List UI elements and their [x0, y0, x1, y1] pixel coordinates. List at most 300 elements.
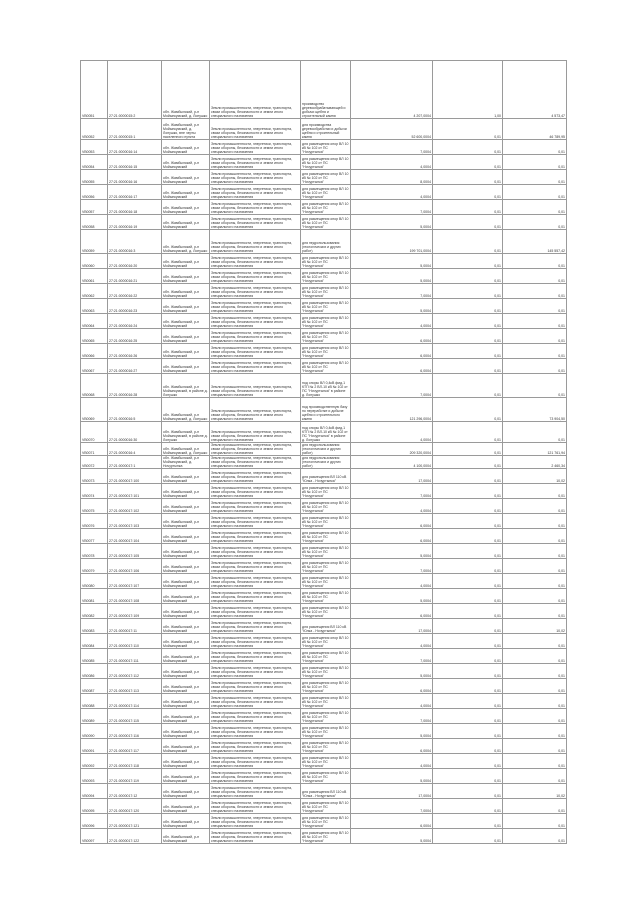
area-cell: 7,0004: [351, 559, 433, 574]
land-category-cell: Земли промышленности, энергетики, транспорта, связи обороны, безопасности и земли иного специального назначения: [210, 514, 301, 529]
cadastral-number-cell: 27:21:0000017:102: [108, 499, 162, 514]
cadastral-number-cell: 27:21:0000016:21: [108, 269, 162, 284]
coefficient-cell: 0,01: [433, 754, 503, 769]
table-row: [81, 649, 567, 664]
value-cell: 0,01: [503, 589, 567, 604]
cadastral-number-cell: 27:21:0000016:20: [108, 254, 162, 269]
table-row: [81, 814, 567, 829]
row-id-cell: VB0053: [81, 140, 108, 155]
table-row: [81, 215, 567, 230]
value-cell: 0,01: [503, 559, 567, 574]
value-cell: 0,01: [503, 574, 567, 589]
area-cell: 6,0004: [351, 329, 433, 344]
row-id-cell: VB0092: [81, 754, 108, 769]
address-cell: обл. Жамбылский, р-н Мойынкумский: [162, 299, 210, 314]
land-category-cell: Земли промышленности, энергетики, транспорта, связи обороны, безопасности и земли иного специального назначения: [210, 469, 301, 484]
area-cell: 7,0004: [351, 709, 433, 724]
cadastral-number-cell: 27:21:0000017:103: [108, 514, 162, 529]
address-cell: обл. Жамбылский, р-н Мойынкумский: [162, 664, 210, 679]
table-row: [81, 443, 567, 456]
address-cell: обл. Жамбылский, р-н Мойынкумский, в районе д. Лопушко: [162, 422, 210, 443]
area-cell: 7,0004: [351, 374, 433, 398]
value-cell: 10,02: [503, 469, 567, 484]
coefficient-cell: 0,01: [433, 329, 503, 344]
cadastral-number-cell: 27:21:0000016:19: [108, 215, 162, 230]
cadastral-number-cell: 27:21:0000017:115: [108, 709, 162, 724]
land-category-cell: Земли промышленности, энергетики, транспорта, связи обороны, безопасности и земли иного специального назначения: [210, 200, 301, 215]
coefficient-cell: 0,01: [433, 314, 503, 329]
land-category-cell: Земли промышленности, энергетики, транспорта, связи обороны, безопасности и земли иного специального назначения: [210, 359, 301, 374]
area-cell: 5,0004: [351, 299, 433, 314]
land-category-cell: Земли промышленности, энергетики, транспорта, связи обороны, безопасности и земли иного специального назначения: [210, 724, 301, 739]
value-cell: 121 761,94: [503, 443, 567, 456]
permitted-use-cell: для размещения опор ВЛ 10 кВ № 102 от ПС "Ночуртынка": [301, 814, 351, 829]
address-cell: обл. Жамбылский, р-н Мойынкумский: [162, 359, 210, 374]
value-cell: 145 557,42: [503, 230, 567, 254]
table-row: [81, 499, 567, 514]
land-category-cell: Земли промышленности, энергетики, транспорта, связи обороны, безопасности и земли иного специального назначения: [210, 484, 301, 499]
address-cell: обл. Жамбылский, р-н Мойынкумский, д. Лопушко, вне черты населенного пункта: [162, 119, 210, 140]
permitted-use-cell: для размещения опор ВЛ 10 кВ № 102 от ПС "Ночуртынка": [301, 329, 351, 344]
address-cell: обл. Жамбылский, р-н Мойынкумский, д. Ночуртынка: [162, 456, 210, 469]
cadastral-number-cell: 27:21:0000017:111: [108, 649, 162, 664]
address-cell: обл. Жамбылский, р-н Мойынкумский: [162, 634, 210, 649]
row-id-cell: VB0085: [81, 649, 108, 664]
table-row: [81, 155, 567, 170]
row-id-cell: VB0077: [81, 529, 108, 544]
value-cell: 0,01: [503, 344, 567, 359]
coefficient-cell: 0,01: [433, 443, 503, 456]
cadastral-number-cell: 27:21:0000017:108: [108, 589, 162, 604]
address-cell: обл. Жамбылский, р-н Мойынкумский: [162, 215, 210, 230]
table-row: [81, 799, 567, 814]
permitted-use-cell: для размещения опор ВЛ 10 кВ № 102 от ПС "Ночуртынка": [301, 215, 351, 230]
cadastral-number-cell: 27:21:0000016:25: [108, 329, 162, 344]
permitted-use-cell: для размещения опор ВЛ 10 кВ № 102 от ПС "Ночуртынка": [301, 649, 351, 664]
permitted-use-cell: для размещения ВЛ 110 кВ "Юлка - Ночуртынка": [301, 619, 351, 634]
coefficient-cell: 0,01: [433, 634, 503, 649]
land-category-cell: Земли промышленности, энергетики, транспорта, связи обороны, безопасности и земли иного специального назначения: [210, 374, 301, 398]
land-plots-table: [80, 60, 567, 844]
coefficient-cell: 0,01: [433, 574, 503, 589]
table-row: [81, 559, 567, 574]
address-cell: обл. Жамбылский, р-н Мойынкумский: [162, 784, 210, 799]
land-category-cell: Земли промышленности, энергетики, транспорта, связи обороны, безопасности и земли иного специального назначения: [210, 574, 301, 589]
coefficient-cell: 0,01: [433, 559, 503, 574]
land-category-cell: Земли промышленности, энергетики, транспорта, связи обороны, безопасности и земли иного специального назначения: [210, 784, 301, 799]
area-cell: 6,0004: [351, 604, 433, 619]
value-cell: 0,01: [503, 679, 567, 694]
address-cell: обл. Жамбылский, р-н Мойынкумский: [162, 709, 210, 724]
value-cell: 0,01: [503, 200, 567, 215]
permitted-use-cell: для размещения опор ВЛ 10 кВ № 102 от ПС "Ночуртынка": [301, 254, 351, 269]
area-cell: 7,0004: [351, 284, 433, 299]
area-cell: 4,0004: [351, 499, 433, 514]
permitted-use-cell: для размещения ВЛ 110 кВ "Юлка - Ночуртынка": [301, 784, 351, 799]
permitted-use-cell: для размещения опор ВЛ 10 кВ № 102 от ПС "Ночуртынка": [301, 140, 351, 155]
permitted-use-cell: для размещения опор ВЛ 10 кВ № 102 от ПС "Ночуртынка": [301, 544, 351, 559]
land-category-cell: Земли промышленности, энергетики, транспорта, связи обороны, безопасности и земли иного специального назначения: [210, 254, 301, 269]
area-cell: 5,0004: [351, 829, 433, 844]
cadastral-number-cell: 27:21:0000017:105: [108, 544, 162, 559]
permitted-use-cell: для производства деревообработки и добычи щебня и строительный камня: [301, 119, 351, 140]
land-category-cell: Земли промышленности, энергетики, транспорта, связи обороны, безопасности и земли иного специального назначения: [210, 422, 301, 443]
row-id-cell: VB0052: [81, 119, 108, 140]
permitted-use-cell: для размещения опор ВЛ 10 кВ № 102 от ПС "Ночуртынка": [301, 185, 351, 200]
row-id-cell: VB0091: [81, 739, 108, 754]
address-cell: обл. Жамбылский, р-н Мойынкумский, д. Лопушко: [162, 443, 210, 456]
row-id-cell: VB0056: [81, 185, 108, 200]
area-cell: 7,0004: [351, 140, 433, 155]
land-category-cell: Земли промышленности, энергетики, транспорта, связи обороны, безопасности и земли иного специального назначения: [210, 185, 301, 200]
area-cell: 6,0004: [351, 814, 433, 829]
permitted-use-cell: для размещения опор ВЛ 10 кВ № 102 от ПС "Ночуртынка": [301, 604, 351, 619]
table-row: [81, 679, 567, 694]
land-category-cell: Земли промышленности, энергетики, транспорта, связи обороны, безопасности и земли иного специального назначения: [210, 398, 301, 422]
value-cell: 0,01: [503, 422, 567, 443]
cadastral-number-cell: 27:21:0000016:28: [108, 374, 162, 398]
coefficient-cell: 0,01: [433, 544, 503, 559]
land-category-cell: Земли промышленности, энергетики, транспорта, связи обороны, безопасности и земли иного специального назначения: [210, 544, 301, 559]
row-id-cell: VB0093: [81, 769, 108, 784]
coefficient-cell: 0,01: [433, 344, 503, 359]
area-cell: 4,0004: [351, 185, 433, 200]
row-id-cell: VB0068: [81, 374, 108, 398]
permitted-use-cell: для размещения опор ВЛ 10 кВ № 102 от ПС "Ночуртынка": [301, 634, 351, 649]
row-id-cell: VB0079: [81, 559, 108, 574]
coefficient-cell: 0,01: [433, 359, 503, 374]
coefficient-cell: 0,01: [433, 269, 503, 284]
land-category-cell: Земли промышленности, энергетики, транспорта, связи обороны, безопасности и земли иного специального назначения: [210, 754, 301, 769]
row-id-cell: VB0065: [81, 329, 108, 344]
table-row: [81, 456, 567, 469]
value-cell: 0,01: [503, 799, 567, 814]
address-cell: обл. Жамбылский, р-н Мойынкумский: [162, 619, 210, 634]
cadastral-number-cell: 27:21:0000017:119: [108, 769, 162, 784]
permitted-use-cell: для недропользования (геологических и других работ): [301, 443, 351, 456]
coefficient-cell: 0,01: [433, 469, 503, 484]
value-cell: 4 573,47: [503, 61, 567, 119]
permitted-use-cell: для размещения опор ВЛ 10 кВ № 102 от ПС "Ночуртынка": [301, 754, 351, 769]
address-cell: обл. Жамбылский, р-н Мойынкумский: [162, 769, 210, 784]
table-row: [81, 484, 567, 499]
table-row: [81, 469, 567, 484]
table-row: [81, 739, 567, 754]
permitted-use-cell: для размещения опор ВЛ 10 кВ № 102 от ПС "Ночуртынка": [301, 739, 351, 754]
value-cell: 0,01: [503, 544, 567, 559]
coefficient-cell: 0,01: [433, 484, 503, 499]
value-cell: 0,01: [503, 499, 567, 514]
permitted-use-cell: для размещения опор ВЛ 10 кВ № 102 от ПС "Ночуртынка": [301, 664, 351, 679]
land-category-cell: Земли промышленности, энергетики, транспорта, связи обороны, безопасности и земли иного специального назначения: [210, 170, 301, 185]
cadastral-number-cell: 27:21:0000016:15: [108, 155, 162, 170]
coefficient-cell: 0,01: [433, 374, 503, 398]
address-cell: обл. Жамбылский, р-н Мойынкумский: [162, 559, 210, 574]
table-body: [81, 61, 567, 844]
row-id-cell: VB0064: [81, 314, 108, 329]
row-id-cell: VB0086: [81, 664, 108, 679]
cadastral-number-cell: 27:21:0000015:2: [108, 61, 162, 119]
address-cell: обл. Жамбылский, р-н Мойынкумский: [162, 269, 210, 284]
address-cell: обл. Жамбылский, р-н Мойынкумский: [162, 155, 210, 170]
land-category-cell: Земли промышленности, энергетики, транспорта, связи обороны, безопасности и земли иного специального назначения: [210, 314, 301, 329]
address-cell: обл. Жамбылский, р-н Мойынкумский, в районе д. Лопушко: [162, 374, 210, 398]
area-cell: 4 207,0004: [351, 61, 433, 119]
cadastral-number-cell: 27:21:0000016:26: [108, 344, 162, 359]
coefficient-cell: 0,01: [433, 784, 503, 799]
address-cell: обл. Жамбылский, р-н Мойынкумский: [162, 514, 210, 529]
value-cell: 10,02: [503, 619, 567, 634]
address-cell: обл. Жамбылский, р-н Мойынкумский: [162, 829, 210, 844]
table-row: [81, 529, 567, 544]
permitted-use-cell: для размещения опор ВЛ 10 кВ № 102 от ПС "Ночуртынка": [301, 589, 351, 604]
value-cell: 0,01: [503, 724, 567, 739]
address-cell: обл. Жамбылский, р-н Мойынкумский: [162, 499, 210, 514]
address-cell: обл. Жамбылский, р-н Мойынкумский: [162, 754, 210, 769]
cadastral-number-cell: 27:21:0000017:122: [108, 829, 162, 844]
cadastral-number-cell: 27:21:0000017:107: [108, 574, 162, 589]
value-cell: 0,01: [503, 359, 567, 374]
permitted-use-cell: для размещения опор ВЛ 10 кВ № 102 от ПС "Ночуртынка": [301, 799, 351, 814]
land-category-cell: Земли промышленности, энергетики, транспорта, связи обороны, безопасности и земли иного специального назначения: [210, 230, 301, 254]
row-id-cell: VB0070: [81, 422, 108, 443]
row-id-cell: VB0074: [81, 484, 108, 499]
permitted-use-cell: для размещения опор ВЛ 10 кВ № 102 от ПС "Ночуртынка": [301, 269, 351, 284]
area-cell: 5,0004: [351, 769, 433, 784]
coefficient-cell: 0,01: [433, 170, 503, 185]
row-id-cell: VB0060: [81, 254, 108, 269]
address-cell: обл. Жамбылский, р-н Мойынкумский: [162, 529, 210, 544]
address-cell: обл. Жамбылский, р-н Мойынкумский: [162, 314, 210, 329]
coefficient-cell: 0,01: [433, 529, 503, 544]
coefficient-cell: 0,01: [433, 456, 503, 469]
coefficient-cell: 0,01: [433, 499, 503, 514]
table-row: [81, 200, 567, 215]
cadastral-number-cell: 27:21:0000017:106: [108, 559, 162, 574]
value-cell: 0,01: [503, 269, 567, 284]
table-row: [81, 784, 567, 799]
coefficient-cell: 0,01: [433, 649, 503, 664]
cadastral-number-cell: 27:21:0000016:30: [108, 422, 162, 443]
address-cell: обл. Жамбылский, р-н Мойынкумский: [162, 254, 210, 269]
land-category-cell: Земли промышленности, энергетики, транспорта, связи обороны, безопасности и земли иного специального назначения: [210, 140, 301, 155]
area-cell: 52 600,0004: [351, 119, 433, 140]
table-row: [81, 634, 567, 649]
area-cell: 5,0004: [351, 269, 433, 284]
coefficient-cell: 0,01: [433, 398, 503, 422]
coefficient-cell: 0,01: [433, 299, 503, 314]
value-cell: 0,01: [503, 284, 567, 299]
cadastral-number-cell: 27:21:0000016:16: [108, 170, 162, 185]
row-id-cell: VB0094: [81, 784, 108, 799]
value-cell: 0,01: [503, 649, 567, 664]
coefficient-cell: 0,01: [433, 284, 503, 299]
cadastral-number-cell: 27:21:0000017:116: [108, 724, 162, 739]
area-cell: 4,0004: [351, 155, 433, 170]
cadastral-number-cell: 27:21:0000016:18: [108, 200, 162, 215]
coefficient-cell: 0,01: [433, 589, 503, 604]
land-category-cell: Земли промышленности, энергетики, транспорта, связи обороны, безопасности и земли иного специального назначения: [210, 443, 301, 456]
address-cell: обл. Жамбылский, р-н Мойынкумский: [162, 739, 210, 754]
row-id-cell: VB0084: [81, 634, 108, 649]
land-category-cell: Земли промышленности, энергетики, транспорта, связи обороны, безопасности и земли иного специального назначения: [210, 634, 301, 649]
area-cell: 5,0004: [351, 589, 433, 604]
value-cell: 0,01: [503, 514, 567, 529]
area-cell: 4,0004: [351, 694, 433, 709]
cadastral-number-cell: 27:21:0000016:17: [108, 185, 162, 200]
table-row: [81, 574, 567, 589]
row-id-cell: VB0062: [81, 284, 108, 299]
permitted-use-cell: для размещения опор ВЛ 10 кВ № 102 от ПС "Ночуртынка": [301, 484, 351, 499]
value-cell: 0,01: [503, 215, 567, 230]
address-cell: обл. Жамбылский, р-н Мойынкумский: [162, 544, 210, 559]
table-row: [81, 664, 567, 679]
coefficient-cell: 1,00: [433, 61, 503, 119]
area-cell: 6,0004: [351, 359, 433, 374]
value-cell: 0,01: [503, 155, 567, 170]
value-cell: 0,01: [503, 484, 567, 499]
coefficient-cell: 0,01: [433, 709, 503, 724]
land-category-cell: Земли промышленности, энергетики, транспорта, связи обороны, безопасности и земли иного специального назначения: [210, 119, 301, 140]
row-id-cell: VB0089: [81, 709, 108, 724]
area-cell: 5,0004: [351, 724, 433, 739]
area-cell: 6,0004: [351, 739, 433, 754]
row-id-cell: VB0059: [81, 230, 108, 254]
permitted-use-cell: для недропользования (геологических и других работ): [301, 456, 351, 469]
area-cell: 209 320,0004: [351, 443, 433, 456]
row-id-cell: VB0072: [81, 456, 108, 469]
row-id-cell: VB0081: [81, 589, 108, 604]
land-category-cell: Земли промышленности, энергетики, транспорта, связи обороны, безопасности и земли иного специального назначения: [210, 679, 301, 694]
land-category-cell: Земли промышленности, энергетики, транспорта, связи обороны, безопасности и земли иного специального назначения: [210, 709, 301, 724]
coefficient-cell: 0,01: [433, 604, 503, 619]
cadastral-number-cell: 27:21:0000017:104: [108, 529, 162, 544]
value-cell: 0,01: [503, 329, 567, 344]
table-row: [81, 269, 567, 284]
value-cell: 10,02: [503, 784, 567, 799]
cadastral-number-cell: 27:21:0000017:117: [108, 739, 162, 754]
coefficient-cell: 0,01: [433, 422, 503, 443]
permitted-use-cell: для размещения опор ВЛ 10 кВ № 102 от ПС "Ночуртынка": [301, 155, 351, 170]
permitted-use-cell: для размещения опор ВЛ 10 кВ № 102 от ПС "Ночуртынка": [301, 499, 351, 514]
permitted-use-cell: для размещения опор ВЛ 10 кВ № 102 от ПС "Ночуртынка": [301, 574, 351, 589]
area-cell: 7,0004: [351, 200, 433, 215]
area-cell: 8,0004: [351, 170, 433, 185]
row-id-cell: VB0057: [81, 200, 108, 215]
permitted-use-cell: для размещения опор ВЛ 10 кВ № 102 от ПС "Ночуртынка": [301, 724, 351, 739]
address-cell: обл. Жамбылский, р-н Мойынкумский: [162, 200, 210, 215]
land-category-cell: Земли промышленности, энергетики, транспорта, связи обороны, безопасности и земли иного специального назначения: [210, 456, 301, 469]
row-id-cell: VB0090: [81, 724, 108, 739]
row-id-cell: VB0058: [81, 215, 108, 230]
coefficient-cell: 0,01: [433, 215, 503, 230]
value-cell: 0,01: [503, 254, 567, 269]
area-cell: 199 701,0004: [351, 230, 433, 254]
value-cell: 0,01: [503, 185, 567, 200]
row-id-cell: VB0051: [81, 61, 108, 119]
row-id-cell: VB0063: [81, 299, 108, 314]
coefficient-cell: 0,01: [433, 769, 503, 784]
row-id-cell: VB0055: [81, 170, 108, 185]
permitted-use-cell: для размещения опор ВЛ 10 кВ № 102 от ПС "Ночуртынка": [301, 200, 351, 215]
cadastral-number-cell: 27:21:0000017:118: [108, 754, 162, 769]
permitted-use-cell: для размещения опор ВЛ 10 кВ № 102 от ПС "Ночуртынка": [301, 344, 351, 359]
address-cell: обл. Жамбылский, р-н Мойынкумский: [162, 724, 210, 739]
row-id-cell: VB0080: [81, 574, 108, 589]
coefficient-cell: 0,01: [433, 185, 503, 200]
value-cell: 0,01: [503, 814, 567, 829]
address-cell: обл. Жамбылский, р-н Мойынкумский, д. Лопушко: [162, 61, 210, 119]
cadastral-number-cell: 27:21:0000016:24: [108, 314, 162, 329]
cadastral-number-cell: 27:21:0000017:11: [108, 619, 162, 634]
address-cell: обл. Жамбылский, р-н Мойынкумский: [162, 814, 210, 829]
value-cell: 0,01: [503, 634, 567, 649]
land-category-cell: Земли промышленности, энергетики, транспорта, связи обороны, безопасности и земли иного специального назначения: [210, 529, 301, 544]
area-cell: 121 296,0004: [351, 398, 433, 422]
table-row: [81, 619, 567, 634]
table-row: [81, 829, 567, 844]
cadastral-number-cell: 27:21:0000017:110: [108, 634, 162, 649]
value-cell: 0,01: [503, 140, 567, 155]
permitted-use-cell: для размещения опор ВЛ 10 кВ № 102 от ПС "Ночуртынка": [301, 514, 351, 529]
cadastral-number-cell: 27:21:0000015:1: [108, 119, 162, 140]
value-cell: 0,01: [503, 754, 567, 769]
permitted-use-cell: под производственную базу по переработке и добыче щебня и строительного камня: [301, 398, 351, 422]
permitted-use-cell: для размещения ВЛ 110 кВ "Юлка - Ночуртынка": [301, 469, 351, 484]
value-cell: 0,01: [503, 739, 567, 754]
table-row: [81, 374, 567, 398]
table-row: [81, 589, 567, 604]
area-cell: 5,0004: [351, 544, 433, 559]
table-row: [81, 359, 567, 374]
address-cell: обл. Жамбылский, р-н Мойынкумский, д. Лопушко: [162, 398, 210, 422]
area-cell: 6,0004: [351, 344, 433, 359]
table-row: [81, 329, 567, 344]
value-cell: 0,01: [503, 529, 567, 544]
row-id-cell: VB0073: [81, 469, 108, 484]
area-cell: 5,0004: [351, 664, 433, 679]
table-row: [81, 754, 567, 769]
table-row: [81, 170, 567, 185]
address-cell: обл. Жамбылский, р-н Мойынкумский, д. Лопушко: [162, 230, 210, 254]
land-category-cell: Земли промышленности, энергетики, транспорта, связи обороны, безопасности и земли иного специального назначения: [210, 61, 301, 119]
land-category-cell: Земли промышленности, энергетики, транспорта, связи обороны, безопасности и земли иного специального назначения: [210, 589, 301, 604]
table-row: [81, 709, 567, 724]
area-cell: 4,0004: [351, 574, 433, 589]
table-row: [81, 284, 567, 299]
address-cell: обл. Жамбылский, р-н Мойынкумский: [162, 484, 210, 499]
address-cell: обл. Жамбылский, р-н Мойынкумский: [162, 329, 210, 344]
row-id-cell: VB0096: [81, 814, 108, 829]
address-cell: обл. Жамбылский, р-н Мойынкумский: [162, 604, 210, 619]
coefficient-cell: 0,01: [433, 254, 503, 269]
table-row: [81, 314, 567, 329]
address-cell: обл. Жамбылский, р-н Мойынкумский: [162, 284, 210, 299]
permitted-use-cell: производство деревообрабатывающей и добычи щебня и строительный камня: [301, 61, 351, 119]
cadastral-number-cell: 27:21:0000017:109: [108, 604, 162, 619]
value-cell: 2 460,34: [503, 456, 567, 469]
row-id-cell: VB0066: [81, 344, 108, 359]
cadastral-number-cell: 27:21:0000017:113: [108, 679, 162, 694]
value-cell: 46 789,95: [503, 119, 567, 140]
address-cell: обл. Жамбылский, р-н Мойынкумский: [162, 649, 210, 664]
area-cell: 4 100,0004: [351, 456, 433, 469]
row-id-cell: VB0067: [81, 359, 108, 374]
area-cell: 4,0004: [351, 754, 433, 769]
permitted-use-cell: для размещения опор ВЛ 10 кВ № 102 от ПС "Ночуртынка": [301, 314, 351, 329]
land-category-cell: Земли промышленности, энергетики, транспорта, связи обороны, безопасности и земли иного специального назначения: [210, 215, 301, 230]
land-category-cell: Земли промышленности, энергетики, транспорта, связи обороны, безопасности и земли иного специального назначения: [210, 284, 301, 299]
